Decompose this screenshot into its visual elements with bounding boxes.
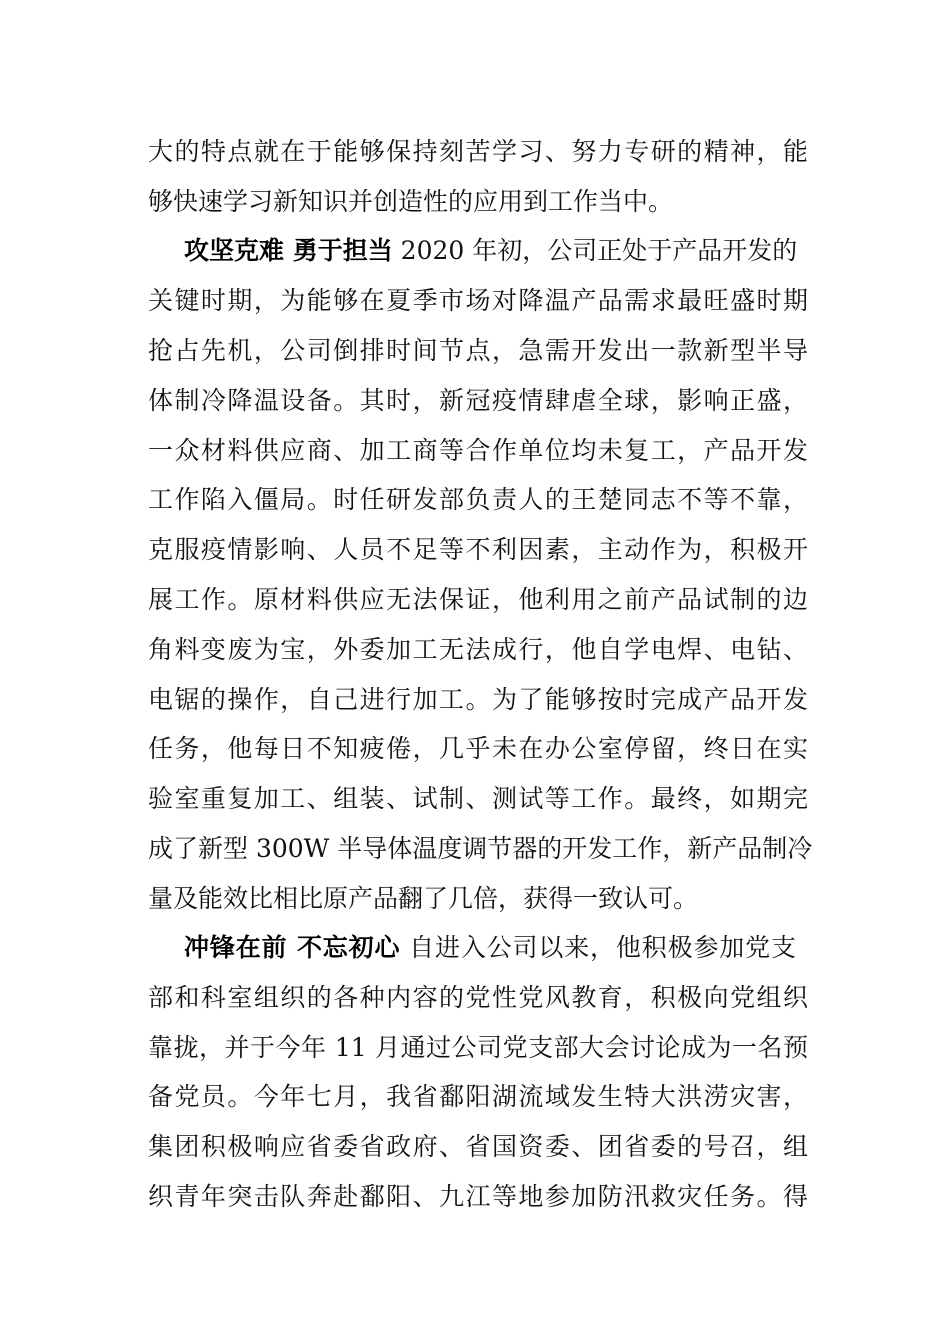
paragraph-2-first-line (184, 233, 796, 269)
paragraph-1-line-2: 够快速学习新知识并创造性的应用到工作当中。 (148, 187, 674, 216)
paragraph-3-line-3: 靠拢，并于今年 11 月通过公司党支部大会讨论成为一名预 (148, 1033, 808, 1062)
paragraph-2-line-3: 抢占先机，公司倒排时间节点，急需开发出一款新型半导 (148, 336, 808, 365)
paragraph-2-line-11: 任务，他每日不知疲倦，几乎未在办公室停留，终日在实 (148, 734, 808, 763)
paragraph-2-heading: 攻坚克难 勇于担当 (184, 236, 393, 265)
paragraph-2-line-5: 一众材料供应商、加工商等合作单位均未复工，产品开发 (148, 436, 808, 465)
paragraph-2-line-13: 成了新型 300W 半导体温度调节器的开发工作，新产品制冷 (148, 834, 813, 863)
paragraph-3-line-1-text: 自进入公司以来，他积极参加党支 (400, 933, 796, 962)
paragraph-1-line-1: 大的特点就在于能够保持刻苦学习、努力专研的精神，能 (148, 137, 808, 166)
paragraph-2-line-10: 电锯的操作，自己进行加工。为了能够按时完成产品开发 (148, 685, 808, 714)
paragraph-3-line-4: 备党员。今年七月，我省鄱阳湖流域发生特大洪涝灾害， (148, 1082, 808, 1111)
paragraph-2-line-2: 关键时期，为能够在夏季市场对降温产品需求最旺盛时期 (148, 286, 808, 315)
paragraph-3-heading: 冲锋在前 不忘初心 (184, 933, 401, 962)
paragraph-3-line-5: 集团积极响应省委省政府、省国资委、团省委的号召，组 (148, 1132, 808, 1161)
paragraph-3-line-2: 部和科室组织的各种内容的党性党风教育，积极向党组织 (148, 983, 808, 1012)
paragraph-2-line-1-text: 2020 年初，公司正处于产品开发的 (392, 236, 798, 265)
paragraph-2-line-9: 角料变废为宝，外委加工无法成行，他自学电焊、电钻、 (148, 635, 808, 664)
paragraph-2-line-12: 验室重复加工、组装、试制、测试等工作。最终，如期完 (148, 784, 808, 813)
paragraph-3-first-line (184, 930, 796, 966)
paragraph-2-line-8: 展工作。原材料供应无法保证，他利用之前产品试制的边 (148, 585, 808, 614)
paragraph-2-line-14: 量及能效比相比原产品翻了几倍，获得一致认可。 (148, 884, 699, 913)
paragraph-2-line-4: 体制冷降温设备。其时，新冠疫情肆虐全球，影响正盛， (148, 386, 808, 415)
paragraph-2-line-7: 克服疫情影响、人员不足等不利因素，主动作为，积极开 (148, 535, 808, 564)
paragraph-2-line-6: 工作陷入僵局。时任研发部负责人的王楚同志不等不靠， (148, 485, 808, 514)
paragraph-3-line-6: 织青年突击队奔赴鄱阳、九江等地参加防汛救灾任务。得 (148, 1182, 808, 1211)
